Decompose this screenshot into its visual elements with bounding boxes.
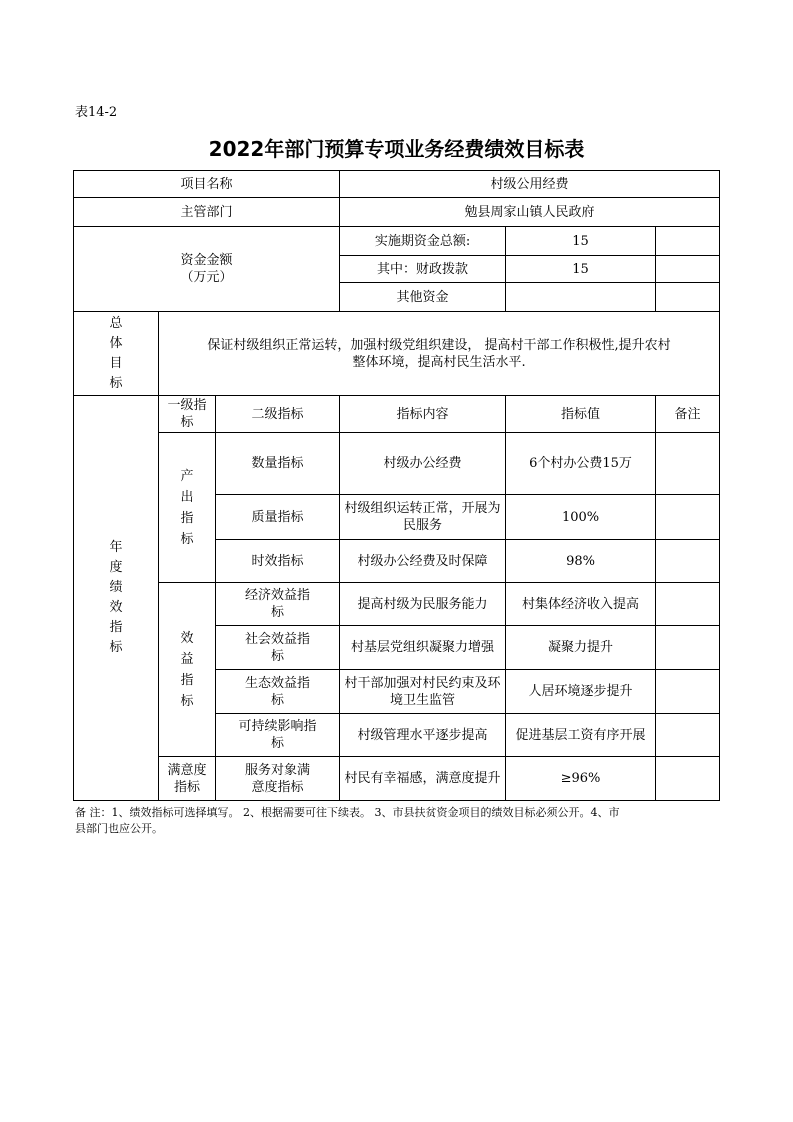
- header-value: 指标值: [506, 396, 656, 433]
- output-value: 6个村办公费15万: [506, 433, 656, 495]
- header-level1: 一级指标: [159, 396, 216, 433]
- benefit-value: 凝聚力提升: [506, 626, 656, 670]
- funds-other-label: 其他资金: [340, 283, 506, 312]
- benefit-name: 生态效益指标: [216, 670, 340, 714]
- benefit-name: 社会效益指标: [216, 626, 340, 670]
- funds-unit: （万元）: [180, 270, 233, 285]
- header-level2: 二级指标: [216, 396, 340, 433]
- funds-total-blank: [656, 227, 720, 256]
- table-row: [74, 433, 720, 495]
- footnote-line-2: 县部门也应公开。: [75, 822, 163, 835]
- benefit-label-text: 效益指标: [180, 630, 194, 709]
- satisfaction-value: ≥96%: [506, 757, 656, 801]
- overall-goal-line-2: 整体环境，提高村民生活水平.: [352, 354, 526, 370]
- funds-row: [74, 227, 720, 256]
- output-value: 98%: [506, 540, 656, 583]
- funds-other-blank: [656, 283, 720, 312]
- benefit-remark: [656, 626, 720, 670]
- header-remark: 备注: [656, 396, 720, 433]
- output-name: 时效指标: [216, 540, 340, 583]
- satisfaction-name: 服务对象满意度指标: [216, 757, 340, 801]
- output-remark: [656, 495, 720, 540]
- benefit-content: 村级管理水平逐步提高: [340, 714, 506, 757]
- annual-label: [74, 396, 159, 801]
- benefit-value: 村集体经济收入提高: [506, 583, 656, 626]
- table-row: [74, 583, 720, 626]
- project-row: [74, 171, 720, 198]
- benefit-name: 经济效益指标: [216, 583, 340, 626]
- overall-goal-label: [74, 312, 159, 396]
- output-remark: [656, 433, 720, 495]
- funds-total-value: 15: [506, 227, 656, 256]
- benefit-value: 促进基层工资有序开展: [506, 714, 656, 757]
- footnote-line-1: 备 注：1、绩效指标可选择填写。 2、根据需要可往下续表。 3、市县扶贫资金项目的绩效目标必须公开。4、市: [75, 806, 620, 819]
- funds-fiscal-value: 15: [506, 256, 656, 283]
- overall-goal-label-text: 总体目标: [109, 315, 123, 391]
- output-value: 100%: [506, 495, 656, 540]
- funds-other-value: [506, 283, 656, 312]
- benefit-content: 提高村级为民服务能力: [340, 583, 506, 626]
- indicator-header-row: [74, 396, 720, 433]
- benefit-content: 村干部加强对村民约束及环境卫生监管: [340, 670, 506, 714]
- page-title: 2022年部门预算专项业务经费绩效目标表: [208, 137, 585, 161]
- output-label-text: 产出指标: [180, 468, 194, 547]
- project-label: 项目名称: [74, 171, 340, 198]
- benefit-content: 村基层党组织凝聚力增强: [340, 626, 506, 670]
- benefit-name: 可持续影响指标: [216, 714, 340, 757]
- output-content: 村级办公经费: [340, 433, 506, 495]
- footnote: [75, 805, 720, 837]
- benefit-value: 人居环境逐步提升: [506, 670, 656, 714]
- funds-label: 资金金额: [180, 253, 233, 268]
- overall-goal-row: [74, 312, 720, 396]
- output-name: 数量指标: [216, 433, 340, 495]
- department-row: [74, 198, 720, 227]
- output-name: 质量指标: [216, 495, 340, 540]
- annual-label-text: 年度绩效指标: [109, 540, 123, 655]
- table-number: 表14-2: [75, 105, 118, 120]
- project-value: 村级公用经费: [340, 171, 720, 198]
- funds-total-label: 实施期资金总额:: [340, 227, 506, 256]
- funds-fiscal-label: 其中：财政拨款: [340, 256, 506, 283]
- output-content: 村级组织运转正常，开展为民服务: [340, 495, 506, 540]
- benefit-remark: [656, 583, 720, 626]
- output-content: 村级办公经费及时保障: [340, 540, 506, 583]
- header-content: 指标内容: [340, 396, 506, 433]
- performance-table: [73, 170, 720, 801]
- output-label: [159, 433, 216, 583]
- satisfaction-remark: [656, 757, 720, 801]
- output-remark: [656, 540, 720, 583]
- satisfaction-label: 满意度指标: [159, 757, 216, 801]
- overall-goal-line-1: 保证村级组织正常运转，加强村级党组织建设， 提高村干部工作积极性,提升农村: [207, 337, 671, 353]
- department-value: 勉县周家山镇人民政府: [340, 198, 720, 227]
- benefit-remark: [656, 714, 720, 757]
- table-row: [74, 757, 720, 801]
- satisfaction-content: 村民有幸福感，满意度提升: [340, 757, 506, 801]
- benefit-remark: [656, 670, 720, 714]
- funds-label-cell: [74, 227, 340, 312]
- benefit-label: [159, 583, 216, 757]
- department-label: 主管部门: [74, 198, 340, 227]
- funds-fiscal-blank: [656, 256, 720, 283]
- overall-goal-text: [159, 312, 720, 396]
